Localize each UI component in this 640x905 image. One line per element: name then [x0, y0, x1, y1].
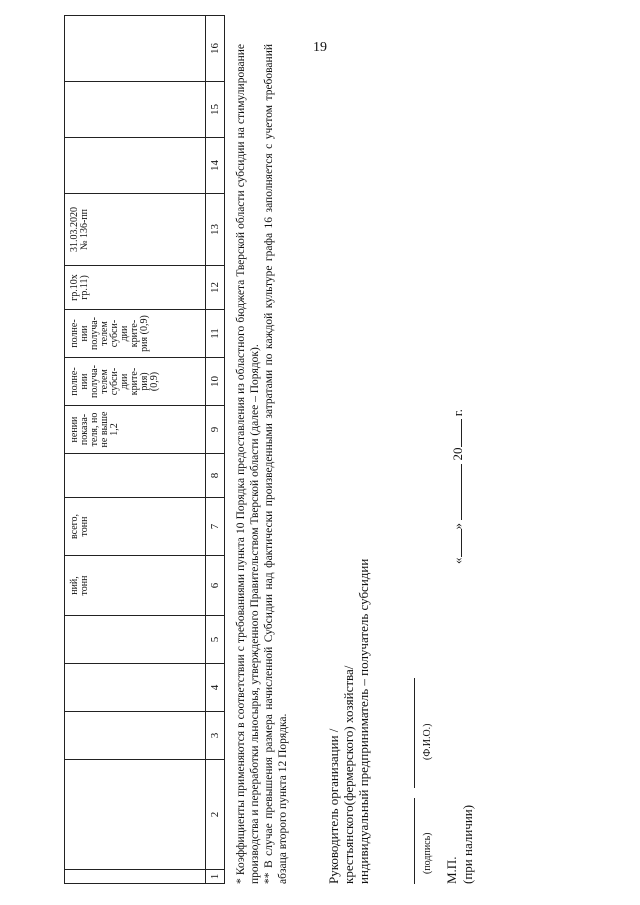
signer-title-line3: индивидуальный предприниматель – получатель субсидии [356, 558, 371, 884]
year-prefix: 20 [450, 447, 465, 461]
signature-line [414, 798, 415, 884]
seal-place [444, 805, 476, 884]
signer-title-line2: крестьянского(фермерского) хозяйства/ [341, 665, 356, 884]
date-open-quote: « [450, 557, 465, 564]
footnotes [234, 44, 290, 884]
table-content-row [65, 16, 206, 884]
column-number: 8 [206, 454, 225, 498]
date-close-quote: » [450, 523, 465, 530]
column-number: 4 [206, 664, 225, 712]
table-cell [65, 616, 206, 664]
table-cell: гр.10х гр.11) [65, 266, 206, 310]
column-number: 11 [206, 310, 225, 358]
footnote-excess: ** В случае превышения размера начисленной Субсидии над фактически произведенными затратами по каждой культуре графа 16 заполняется с учетом требований абзаца второго пункта 12 Порядка. [263, 44, 289, 884]
table-cell [65, 454, 206, 498]
seal-label: М.П. [444, 856, 459, 884]
name-caption: (Ф.И.О.) [422, 723, 433, 760]
column-number-row [206, 16, 225, 884]
table-cell [65, 664, 206, 712]
table-cell: полне- нии получа- телем субси- дии крите- рия) (0,9) [65, 358, 206, 406]
column-number: 9 [206, 406, 225, 454]
column-number: 16 [206, 16, 225, 82]
signature-block [326, 24, 371, 884]
year-suffix: г. [450, 409, 465, 417]
date-field [450, 409, 466, 564]
column-number: 3 [206, 712, 225, 760]
column-number: 2 [206, 760, 225, 870]
page-number: 19 [313, 40, 327, 55]
table-cell: нении показа- теля, но не выше 1,2 [65, 406, 206, 454]
table-cell [65, 82, 206, 138]
rotated-sheet [64, 24, 624, 884]
seal-note: (при наличии) [460, 804, 475, 884]
table-cell [65, 760, 206, 870]
signer-title-line1: Руководитель организации / [326, 728, 341, 884]
column-number: 12 [206, 266, 225, 310]
footnote-coefficients: * Коэффициенты применяются в соответствии с требованиями пункта 10 Порядка предоставления из областного бюджета Тверской области субсидии на стимулирование производства и переработки льносырья, утвержденного Правительством Тверской области (далее – Порядок). [235, 44, 261, 884]
name-line [414, 678, 415, 788]
month-blank [451, 464, 462, 520]
table-cell: 31.03.2020 № 136-пп [65, 194, 206, 266]
column-number: 6 [206, 556, 225, 616]
column-number: 13 [206, 194, 225, 266]
signature-caption: (подпись) [422, 832, 433, 874]
column-number: 7 [206, 498, 225, 556]
column-number: 5 [206, 616, 225, 664]
table-cell [65, 870, 206, 884]
subsidy-table [64, 15, 225, 884]
table-cell [65, 16, 206, 82]
column-number: 14 [206, 138, 225, 194]
column-number: 1 [206, 870, 225, 884]
day-blank [451, 530, 462, 558]
table-cell [65, 138, 206, 194]
table-cell: полне- нии получа- телем субси- дии крите- рия (0,9) [65, 310, 206, 358]
table-cell: всего, тонн [65, 498, 206, 556]
table-cell [65, 712, 206, 760]
column-number: 15 [206, 82, 225, 138]
table-cell: ний, тонн [65, 556, 206, 616]
column-number: 10 [206, 358, 225, 406]
year-blank [451, 420, 462, 448]
